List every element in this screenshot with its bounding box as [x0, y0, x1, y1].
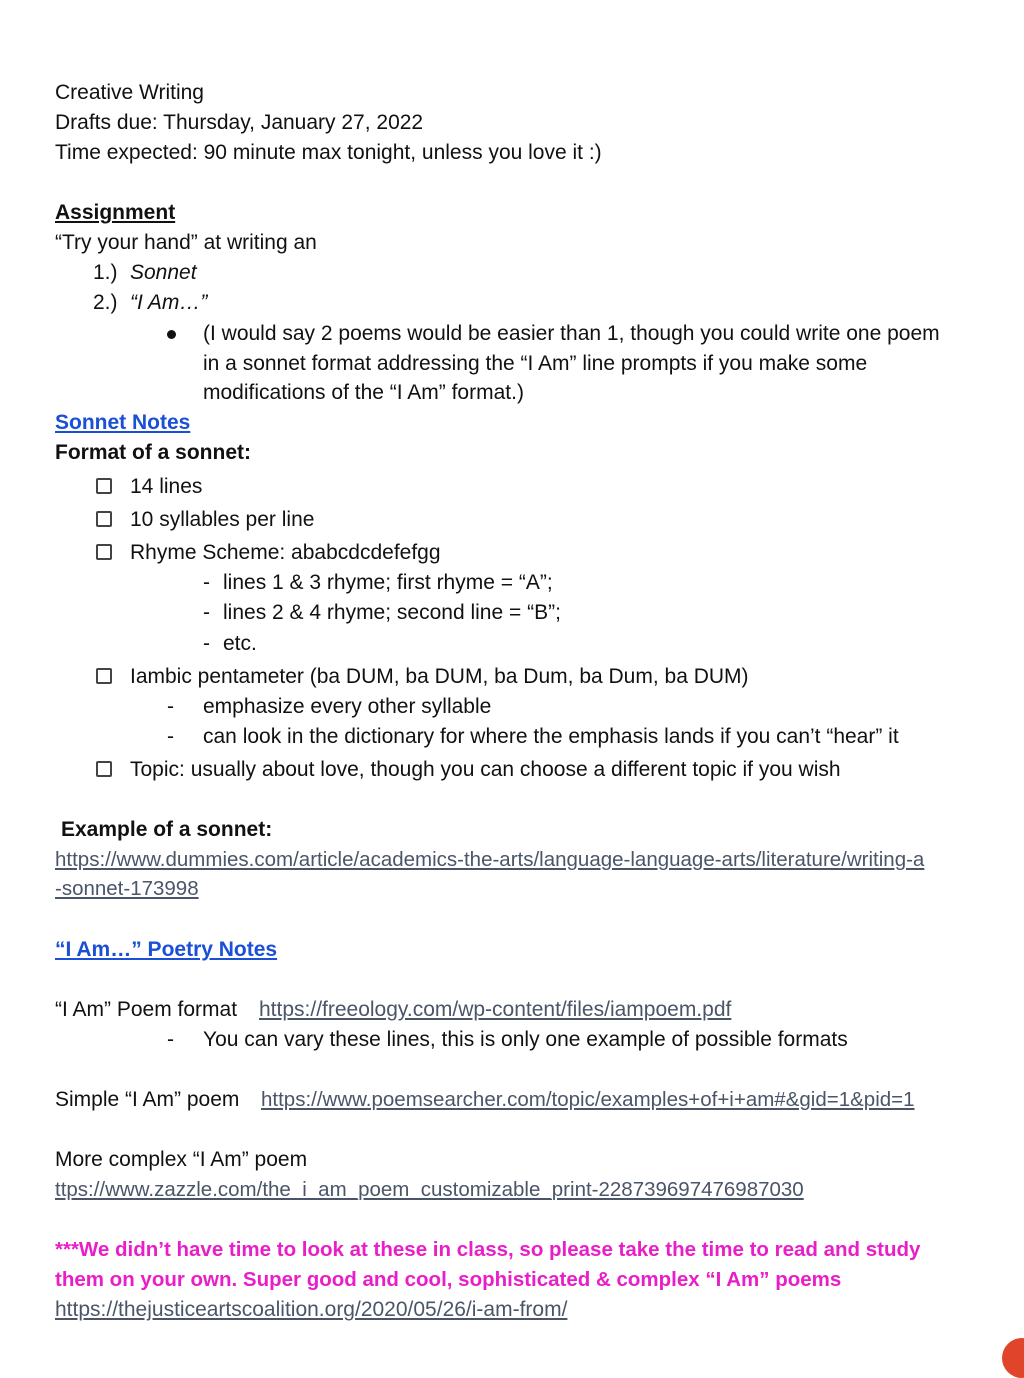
dash-marker: -	[203, 571, 210, 594]
scroll-indicator	[1002, 1338, 1024, 1378]
dash-marker: -	[167, 695, 174, 718]
complex-i-am-label: More complex “I Am” poem	[55, 1148, 308, 1171]
rhyme-subitem: lines 1 & 3 rhyme; first rhyme = “A”;	[223, 571, 553, 594]
assignment-heading: Assignment	[55, 201, 176, 224]
checklist-item: 14 lines	[130, 475, 203, 498]
i-am-format-link[interactable]: https://freeology.com/wp-content/files/iampoem.pdf	[259, 998, 732, 1021]
checklist-item: Rhyme Scheme: ababcdcdefefgg	[130, 541, 441, 564]
checkbox[interactable]	[96, 478, 112, 494]
simple-i-am-link[interactable]: https://www.poemsearcher.com/topic/examples+of+i+am#&gid=1&pid=1	[261, 1088, 915, 1111]
justice-arts-link[interactable]: https://thejusticeartscoalition.org/2020/05/26/i-am-from/	[55, 1298, 568, 1321]
checkbox[interactable]	[96, 668, 112, 684]
sonnet-format-heading: Format of a sonnet:	[55, 441, 252, 464]
checklist-item: Topic: usually about love, though you can choose a different topic if you wish	[130, 758, 841, 781]
checklist-item: 10 syllables per line	[130, 508, 315, 531]
dash-marker: -	[203, 632, 210, 655]
assignment-note-line: in a sonnet format addressing the “I Am” line prompts if you make some	[203, 352, 868, 375]
assignment-note-line: modifications of the “I Am” format.)	[203, 381, 524, 404]
sonnet-example-heading: Example of a sonnet:	[61, 818, 273, 841]
iambic-subitem: can look in the dictionary for where the emphasis lands if you can’t “hear” it	[203, 725, 899, 748]
assignment-item-i-am: “I Am…”	[130, 291, 208, 314]
bullet-icon	[167, 330, 176, 339]
checklist-item: Iambic pentameter (ba DUM, ba DUM, ba Dum, ba Dum, ba DUM)	[130, 665, 749, 688]
assignment-item-number: 1.)	[93, 261, 118, 284]
i-am-notes-link[interactable]: “I Am…” Poetry Notes	[55, 938, 278, 961]
reading-note-continued: them on your own. Super good and cool, sophisticated & complex “I Am” poems	[55, 1268, 842, 1291]
course-title: Creative Writing	[55, 81, 204, 104]
checkbox[interactable]	[96, 544, 112, 560]
time-expected: Time expected: 90 minute max tonight, unless you love it :)	[55, 141, 602, 164]
rhyme-subitem: lines 2 & 4 rhyme; second line = “B”;	[223, 601, 561, 624]
assignment-intro: “Try your hand” at writing an	[55, 231, 317, 254]
simple-i-am-label: Simple “I Am” poem	[55, 1088, 240, 1111]
sonnet-example-link[interactable]: https://www.dummies.com/article/academics-the-arts/language-language-arts/literature/writing-a	[55, 848, 925, 871]
reading-note: ***We didn’t have time to look at these in class, so please take the time to read and study	[55, 1238, 921, 1261]
sonnet-example-link-continued[interactable]: -sonnet-173998	[55, 877, 199, 900]
checkbox[interactable]	[96, 761, 112, 777]
assignment-note-line: (I would say 2 poems would be easier than 1, though you could write one poem	[203, 322, 940, 345]
assignment-item-number: 2.)	[93, 291, 118, 314]
drafts-due: Drafts due: Thursday, January 27, 2022	[55, 111, 424, 134]
iambic-subitem: emphasize every other syllable	[203, 695, 492, 718]
i-am-format-note: You can vary these lines, this is only one example of possible formats	[203, 1028, 848, 1051]
checkbox[interactable]	[96, 511, 112, 527]
complex-i-am-link[interactable]: ttps://www.zazzle.com/the_i_am_poem_customizable_print-228739697476987030	[55, 1178, 804, 1201]
dash-marker: -	[167, 1028, 174, 1051]
rhyme-subitem: etc.	[223, 632, 257, 655]
i-am-format-label: “I Am” Poem format	[55, 998, 238, 1021]
dash-marker: -	[167, 725, 174, 748]
dash-marker: -	[203, 601, 210, 624]
assignment-item-sonnet: Sonnet	[130, 261, 197, 284]
sonnet-notes-link[interactable]: Sonnet Notes	[55, 411, 191, 434]
